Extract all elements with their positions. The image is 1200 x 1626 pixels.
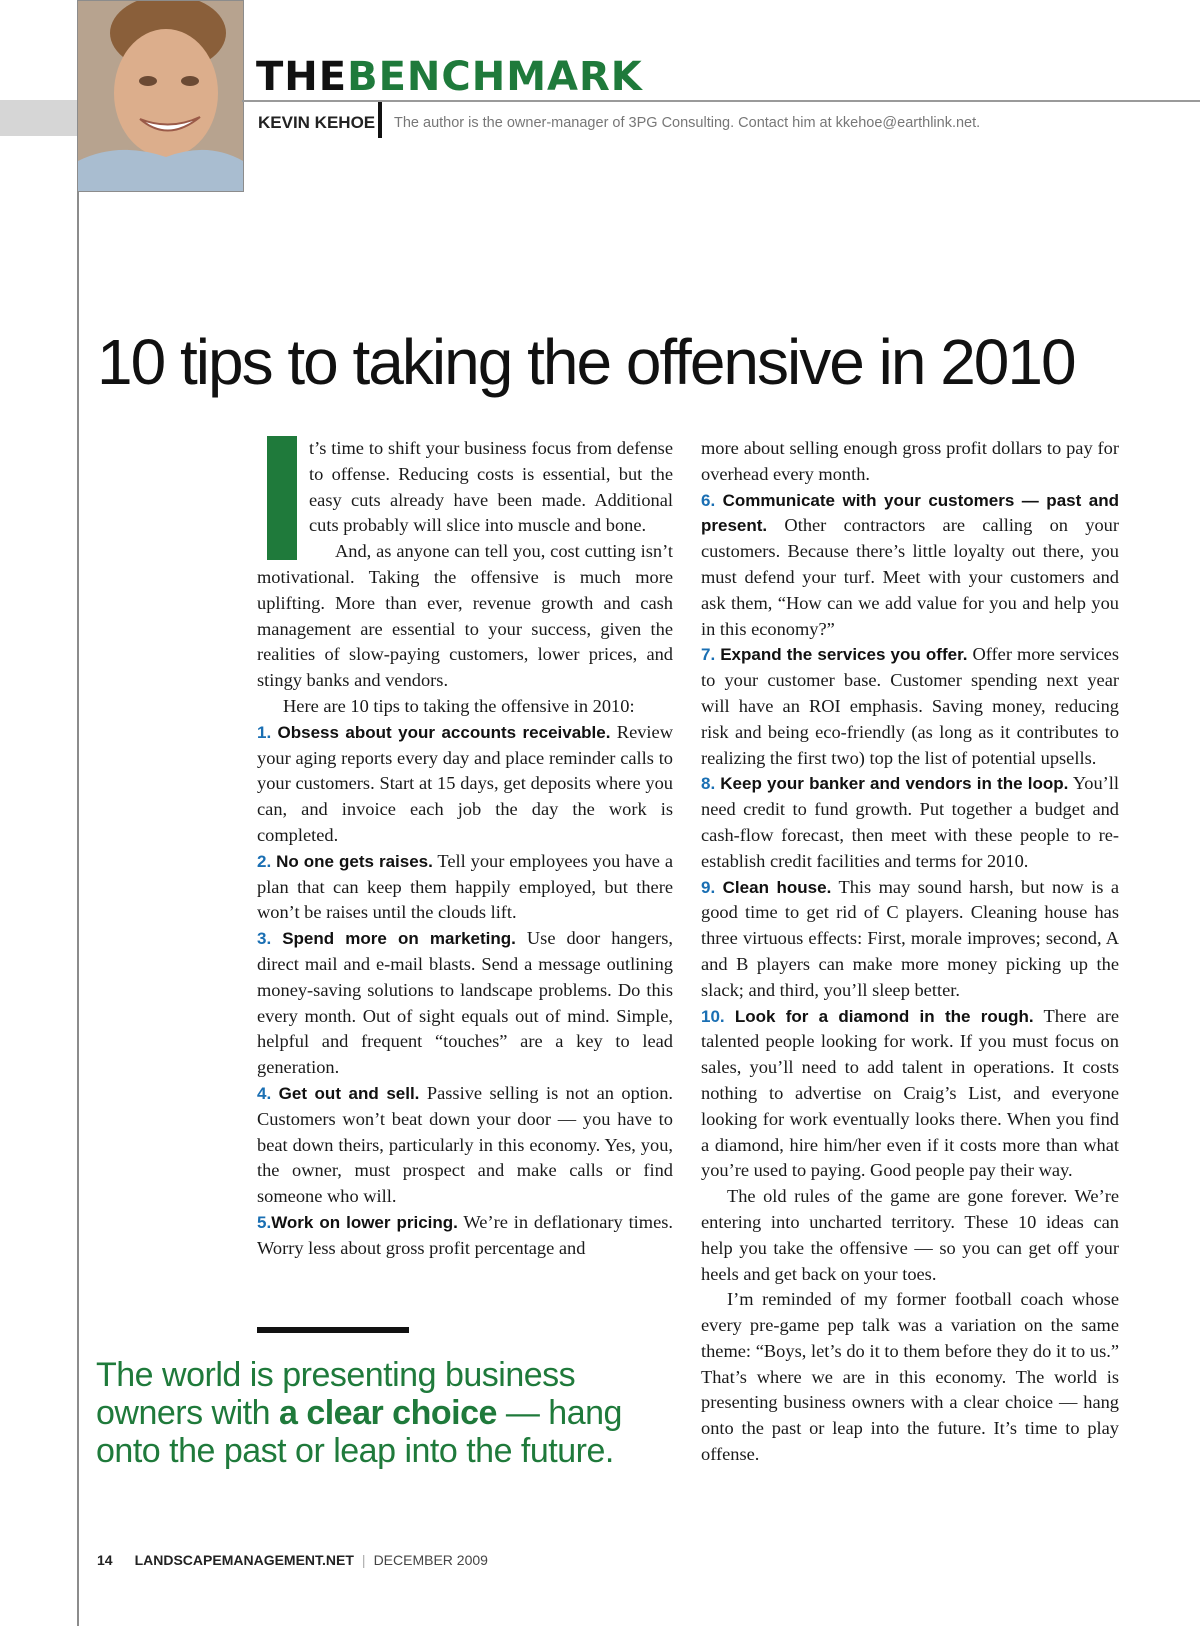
tip-10: 10. Look for a diamond in the rough. There are talented people looking for work. If you must focus on sales, you’ll need to add talent in operations. It costs nothing to advertise on Craig’s List, and everyone looking for work eventually looks there. When you find a diamond, hire him/her even if it costs more than what you’re used to paying. Good people pay their way. [701,1005,1119,1181]
page-margin-rule [77,0,79,1626]
intro-paragraph-3: Here are 10 tips to taking the offensive in 2010: [283,695,635,716]
column-masthead [256,52,643,102]
article-column-left [257,436,673,1262]
pull-quote: The world is presenting business owners with a clear choice — hang onto the past or leap into the future. [96,1356,622,1470]
author-byline: KEVIN KEHOE [258,113,376,132]
tip-7: 7. Expand the services you offer. Offer more services to your customer base. Customer spending next year will have an ROI emphasis. Saving money, reducing risk and being eco-friendly (as long as it contributes to realizing the first two) top the list of potential upsells. [701,644,1119,768]
footer-date: DECEMBER 2009 [373,1552,488,1568]
masthead-benchmark: BENCHMARK [347,54,643,100]
footer-site: LANDSCAPEMANAGEMENT.NET [134,1552,354,1568]
byline-divider [378,102,382,138]
intro-paragraph-2: And, as anyone can tell you, cost cutting isn’t motivational. Taking the offensive is much more uplifting. More than ever, revenue growth and cash management are essential to your success, given the realities of slow-paying customers, lower prices, and stingy banks and vendors. [257,541,673,691]
tip-5: 5.Work on lower pricing. We’re in deflationary times. Worry less about gross profit percentage and [257,1211,674,1258]
tip-2: 2. No one gets raises. Tell your employees you have a plan that can keep them happily employed, but there won’t be raises until the clouds lift. [257,850,673,923]
page-footer [97,1548,488,1572]
tip-8: 8. Keep your banker and vendors in the loop. You’ll need credit to fund growth. Put together a budget and cash-flow forecast, then meet with these people to re-establish credit facilities and terms for 2010. [701,773,1119,871]
tip-1: 1. Obsess about your accounts receivable. Review your aging reports every day and place reminder calls to your customers. Start at 15 days, get deposits where you can, and invoice each job the day the work is completed. [257,721,673,845]
article-headline: 10 tips to taking the offensive in 2010 [97,326,1075,398]
drop-cap-bar [267,436,297,560]
author-photo [77,0,244,192]
footer-separator: | [361,1552,366,1568]
tip-4: 4. Get out and sell. Passive selling is not an option. Customers won’t beat down your door — you have to beat down theirs, particularly in this economy. Yes, you, the owner, must prospect and make calls or find someone who will. [257,1082,674,1207]
closing-paragraph-2: I’m reminded of my former football coach whose every pre-game pep talk was a variation on the same theme: “Boys, let’s do it to them before they do it to us.” That’s where we are in this economy. The world is presenting business owners with a clear choice — hang onto the past or leap into the future. It’s time to play offense. [701,1289,1119,1465]
author-note: The author is the owner-manager of 3PG Consulting. Contact him at kkehoe@earthlink.net. [394,115,981,131]
pull-quote-emphasis: a clear choice [278,1394,497,1432]
tip-3: 3. Spend more on marketing. Use door hangers, direct mail and e-mail blasts. Send a message outlining money-saving solutions to landscape problems. Do this every month. Out of sight equals out of mind. Simple, helpful and frequent “touches” are a key to lead generation. [257,928,673,1078]
article-column-right [701,436,1119,1468]
masthead-the: THE [256,54,348,100]
intro-paragraph-1: t’s time to shift your business focus from defense to offense. Reducing costs is essential, but the easy cuts already have been made. Additional cuts probably will slice into muscle and bone. [257,436,673,539]
tip-5-continued: more about selling enough gross profit dollars to pay for overhead every month. [701,438,1119,484]
page-number: 14 [97,1552,113,1568]
tip-9: 9. Clean house. This may sound harsh, but now is a good time to get rid of C players. Cleaning house has three virtuous effects: First, morale improves; second, A and B players can make more money picking up the slack; and third, you’ll sleep better. [701,876,1120,1000]
pull-quote-rule [257,1327,409,1333]
header-rule [242,100,1200,102]
closing-paragraph-1: The old rules of the game are gone forever. We’re entering into uncharted territory. These 10 ideas can help you take the offensive — so you can get off your heels and get back on your toes. [701,1186,1119,1284]
tip-6: 6. Communicate with your customers — past and present. Other contractors are calling on your customers. Because there’s little loyalty out there, you must defend your turf. Meet with your customers and ask them, “How can we add value for you and help you in this economy?” [701,490,1119,639]
header-gray-tab [0,100,77,136]
